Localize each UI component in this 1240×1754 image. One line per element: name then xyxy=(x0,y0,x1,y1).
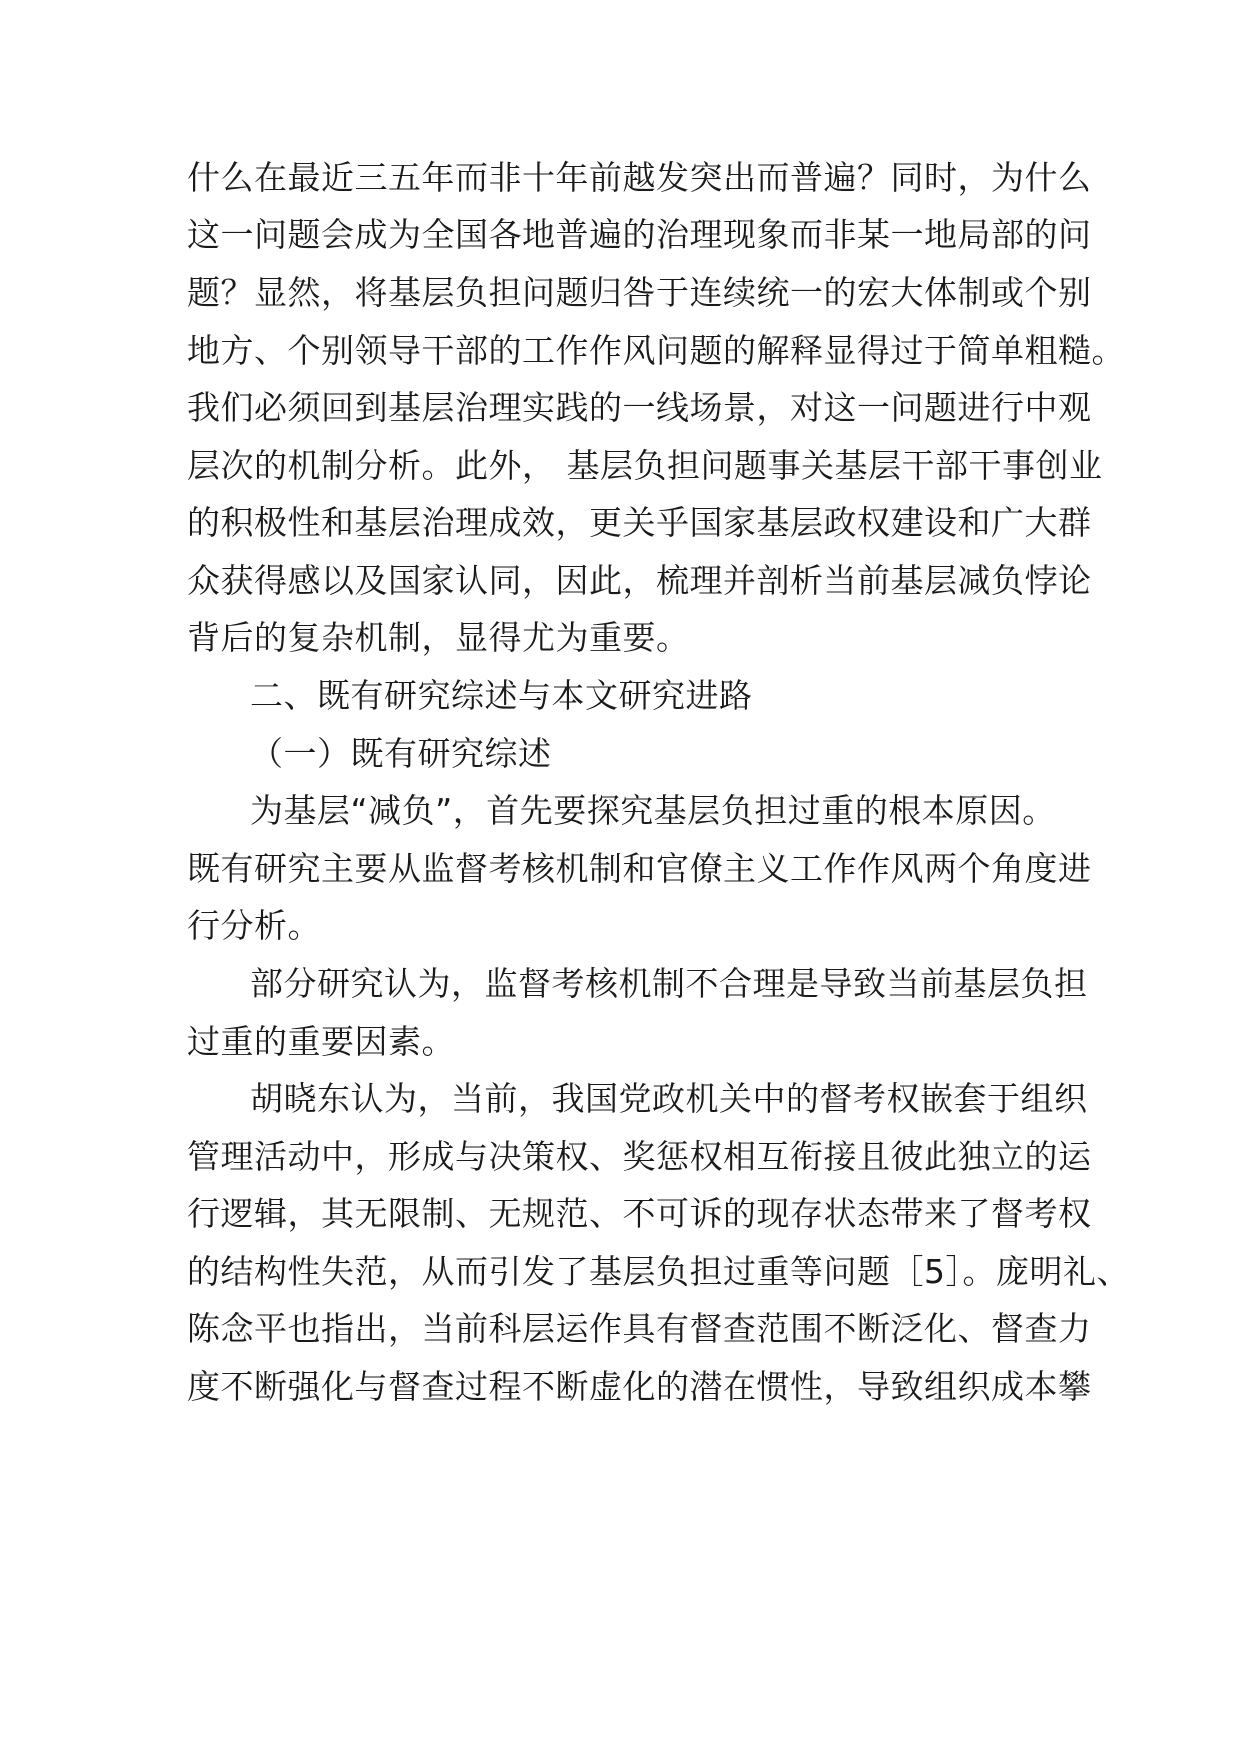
body-text-line: 的积极性和基层治理成效，更关乎国家基层政权建设和广大群 xyxy=(187,503,1092,542)
body-text-line: 陈念平也指出，当前科层运作具有督查范围不断泛化、督查力 xyxy=(187,1309,1092,1348)
body-text-line: 的结构性失范，从而引发了基层负担过重等问题［5］。庞明礼、 xyxy=(187,1252,1130,1291)
body-text-line: 题？显然，将基层负担问题归咎于连续统一的宏大体制或个别 xyxy=(187,273,1092,312)
body-text-line: 什么在最近三五年而非十年前越发突出而普遍？同时，为什么 xyxy=(187,158,1092,197)
section-heading: 二、既有研究综述与本文研究进路 xyxy=(250,676,753,715)
body-text-line: 地方、个别领导干部的工作作风问题的解释显得过于简单粗糙。 xyxy=(187,331,1125,370)
body-text-line: 度不断强化与督查过程不断虚化的潜在惯性，导致组织成本攀 xyxy=(187,1367,1092,1406)
body-text-line: 既有研究主要从监督考核机制和官僚主义工作作风两个角度进 xyxy=(187,849,1092,888)
body-text-line: 管理活动中，形成与决策权、奖惩权相互衔接且彼此独立的运 xyxy=(187,1137,1092,1176)
body-text-line: 层次的机制分析。此外， 基层负担问题事关基层干部干事创业 xyxy=(187,446,1103,485)
body-text-line: 过重的重要因素。 xyxy=(187,1022,455,1061)
body-text-line: 背后的复杂机制，显得尤为重要。 xyxy=(187,618,690,657)
body-text-line: 这一问题会成为全国各地普遍的治理现象而非某一地局部的问 xyxy=(187,215,1092,254)
body-text-line: 胡晓东认为，当前，我国党政机关中的督考权嵌套于组织 xyxy=(250,1079,1088,1118)
body-text-line: 行逻辑，其无限制、无规范、不可诉的现存状态带来了督考权 xyxy=(187,1194,1092,1233)
body-text-line: 众获得感以及国家认同，因此，梳理并剖析当前基层减负悖论 xyxy=(187,561,1092,600)
body-text-line: 我们必须回到基层治理实践的一线场景，对这一问题进行中观 xyxy=(187,388,1092,427)
body-text-line: 为基层“减负”，首先要探究基层负担过重的根本原因。 xyxy=(250,791,1056,830)
body-text-line: 部分研究认为，监督考核机制不合理是导致当前基层负担 xyxy=(250,964,1088,1003)
body-text-line: 行分析。 xyxy=(187,906,321,945)
subsection-heading: （一）既有研究综述 xyxy=(250,734,552,773)
